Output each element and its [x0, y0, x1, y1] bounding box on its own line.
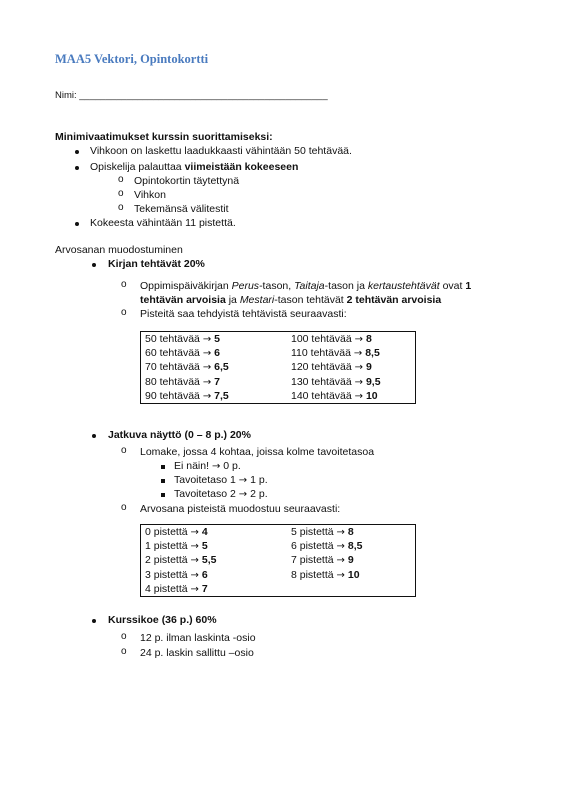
circle-bullet-icon: o: [121, 445, 127, 456]
square-bullet-icon: [161, 465, 165, 469]
section1-line1: Oppimispäiväkirjan Perus-tason, Taitaja-tason ja kertaustehtävät ovat 1: [140, 280, 472, 292]
level-item-2: Tavoitetaso 1 → 1 p.: [174, 474, 268, 486]
bullet-icon: [92, 263, 96, 267]
circle-bullet-icon: o: [121, 502, 127, 513]
circle-bullet-icon: o: [121, 646, 127, 657]
bullet-icon: [75, 150, 79, 154]
level-item-3: Tavoitetaso 2 → 2 p.: [174, 488, 268, 500]
circle-bullet-icon: o: [118, 188, 124, 199]
bullet-icon: [75, 222, 79, 226]
table-row: 4 pistettä → 7: [145, 582, 208, 595]
table-row: 70 tehtävää → 6,5 120 tehtävää → 9: [145, 361, 372, 374]
points-grade-table: [140, 524, 416, 597]
return-item-2: Vihkon: [134, 189, 166, 201]
section1-title: Kirjan tehtävät 20%: [108, 258, 205, 270]
min-item-2: Opiskelija palauttaa viimeistään kokeeseen: [90, 161, 299, 173]
tasks-points-table: [140, 331, 416, 404]
section2-line1: Lomake, jossa 4 kohtaa, joissa kolme tavoitetasoa: [140, 446, 375, 458]
circle-bullet-icon: o: [121, 631, 127, 642]
circle-bullet-icon: o: [118, 174, 124, 185]
min-requirements-heading: Minimivaatimukset kurssin suorittamiseksi:: [55, 131, 273, 143]
table-row: 2 pistettä → 5,5 7 pistettä → 9: [145, 554, 354, 567]
min-item-1: Vihkoon on laskettu laadukkaasti vähintään 50 tehtävää.: [90, 145, 352, 157]
bullet-icon: [92, 434, 96, 438]
circle-bullet-icon: o: [121, 279, 127, 290]
table-row: 1 pistettä → 5 6 pistettä → 8,5: [145, 540, 363, 553]
circle-bullet-icon: o: [121, 307, 127, 318]
square-bullet-icon: [161, 479, 165, 483]
section3-item-1: 12 p. ilman laskinta -osio: [140, 632, 256, 644]
table-row: 60 tehtävää → 6 110 tehtävää → 8,5: [145, 347, 380, 360]
table-row: 50 tehtävää → 5 100 tehtävää → 8: [145, 333, 372, 346]
section1-line2: tehtävän arvoisia ja Mestari-tason tehtävät 2 tehtävän arvoisia: [140, 294, 442, 306]
section3-title: Kurssikoe (36 p.) 60%: [108, 614, 217, 626]
return-item-1: Opintokortin täytettynä: [134, 175, 240, 187]
square-bullet-icon: [161, 493, 165, 497]
table-row: 90 tehtävää → 7,5 140 tehtävää → 10: [145, 389, 378, 402]
bullet-icon: [92, 619, 96, 623]
page-title: MAA5 Vektori, Opintokortti: [55, 52, 209, 66]
section1-line3: Pisteitä saa tehdyistä tehtävistä seuraavasti:: [140, 308, 347, 320]
table-row: 3 pistettä → 6 8 pistettä → 10: [145, 568, 360, 581]
section3-item-2: 24 p. laskin sallittu –osio: [140, 647, 254, 659]
table-row: 80 tehtävää → 7 130 tehtävää → 9,5: [145, 375, 381, 388]
circle-bullet-icon: o: [118, 202, 124, 213]
section2-line2: Arvosana pisteistä muodostuu seuraavasti:: [140, 503, 341, 515]
bullet-icon: [75, 166, 79, 170]
table-row: 0 pistettä → 4 5 pistettä → 8: [145, 526, 354, 539]
grade-heading: Arvosanan muodostuminen: [55, 244, 183, 256]
return-item-3: Tekemänsä välitestit: [134, 203, 229, 215]
min-item-3: Kokeesta vähintään 11 pistettä.: [90, 217, 236, 229]
level-item-1: Ei näin! → 0 p.: [174, 460, 241, 472]
name-field: Nimi: _______________________________________________: [55, 90, 328, 101]
section2-title: Jatkuva näyttö (0 – 8 p.) 20%: [108, 429, 251, 441]
